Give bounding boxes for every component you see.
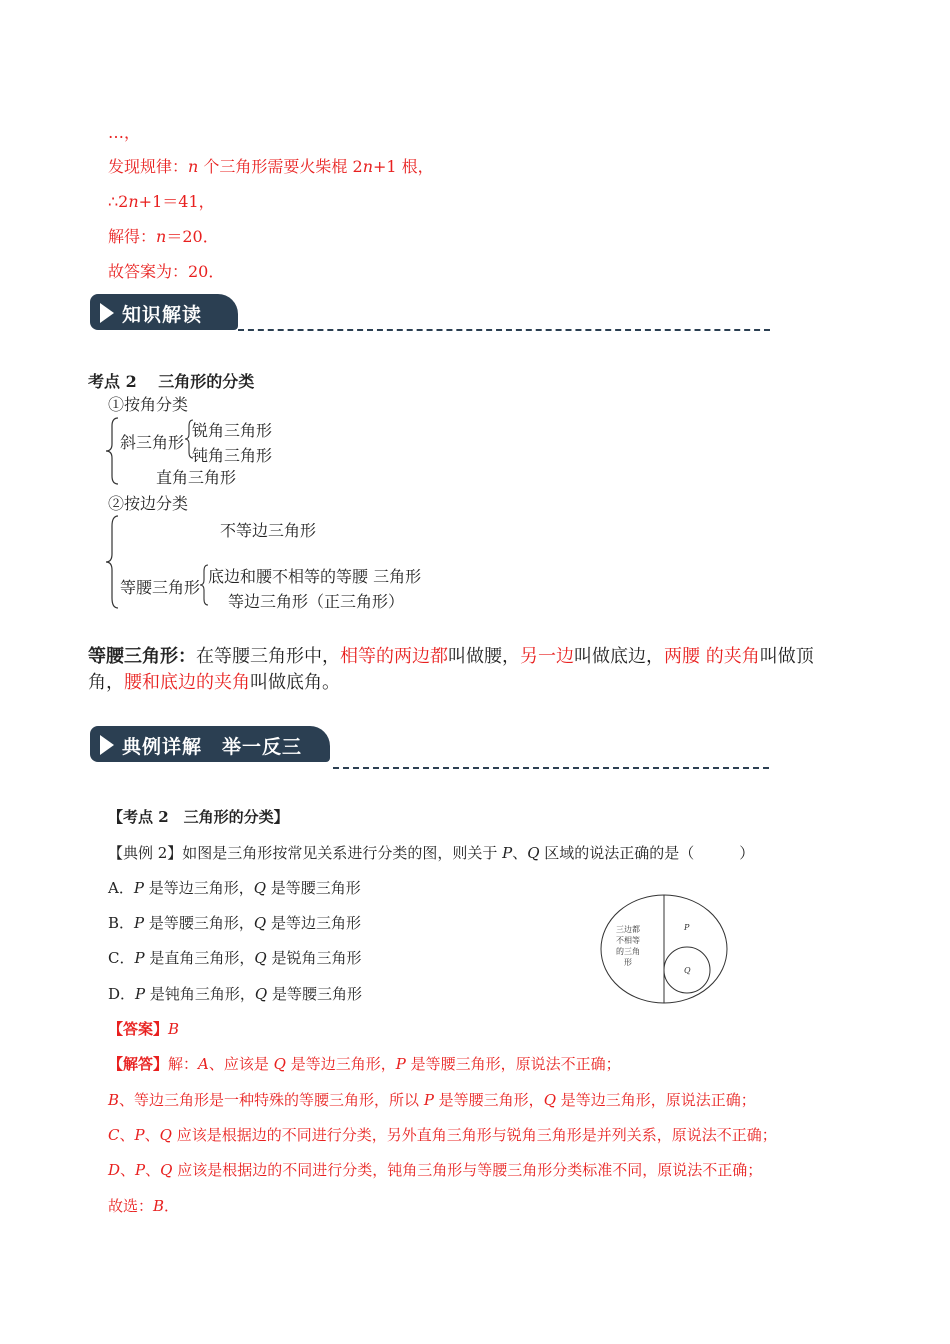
text: 是等边三角形，原说法正确； xyxy=(556,1091,756,1109)
left-label-line: 不相等 xyxy=(616,936,640,945)
var: P xyxy=(134,1126,145,1144)
example-tag: 【考点 2 三角形的分类】 xyxy=(108,808,289,826)
var: D xyxy=(108,1161,121,1179)
text: 是钝角三角形， xyxy=(145,985,255,1003)
option-d[interactable] xyxy=(108,983,362,1004)
text: 是等边三角形， xyxy=(143,879,254,897)
answer-tag: 【答案】 xyxy=(108,1020,169,1038)
highlight: 另一边 xyxy=(520,646,574,667)
text: 是等边三角形， xyxy=(285,1055,396,1073)
var: C xyxy=(108,1126,120,1144)
left-label-line: 形 xyxy=(624,958,632,967)
text: 、 xyxy=(120,1161,136,1179)
var-p: P xyxy=(135,985,146,1003)
obtuse-label: 钝角三角形 xyxy=(192,446,273,465)
text: ∴2 xyxy=(108,192,129,211)
solution-line-3 xyxy=(108,1124,777,1145)
answer xyxy=(108,1018,179,1039)
text: ． xyxy=(164,1197,180,1215)
text: 、 xyxy=(144,1126,160,1144)
text: 应该是根据边的不同进行分类，另外直角三角形与锐角三角形是并列关系，原说法不正确； xyxy=(171,1126,777,1144)
text: 、 xyxy=(512,844,528,862)
text: 是等边三角形 xyxy=(266,914,361,932)
term: 等腰三角形： xyxy=(88,646,196,667)
var-q: Q xyxy=(254,985,268,1003)
var: B xyxy=(108,1091,120,1109)
solution-line-1 xyxy=(108,1053,621,1074)
var: A xyxy=(198,1055,209,1073)
option-c[interactable] xyxy=(108,947,361,968)
text: A． xyxy=(108,879,134,897)
var-q: Q xyxy=(254,949,267,967)
p-label: P xyxy=(684,923,690,932)
text: B． xyxy=(108,914,135,932)
text: 解得： xyxy=(108,227,157,246)
solution-tag: 【解答】 xyxy=(108,1055,169,1073)
var: Q xyxy=(273,1055,286,1073)
highlight: 两腰 的夹角 xyxy=(664,646,760,667)
text: 是等腰三角形， xyxy=(144,914,254,932)
text: 、等边三角形是一种特殊的等腰三角形，所以 xyxy=(119,1091,424,1109)
var: P xyxy=(395,1055,406,1073)
divider xyxy=(333,767,769,769)
scalene-label: 不等边三角形 xyxy=(220,521,317,540)
acute-label: 锐角三角形 xyxy=(192,421,273,440)
venn-figure xyxy=(598,892,730,1006)
var-q: Q xyxy=(527,844,540,862)
text: 、应该是 xyxy=(208,1055,274,1073)
var-n: n xyxy=(128,192,139,211)
iso-nonequal-label: 底边和腰不相等的等腰 三角形 xyxy=(208,567,422,586)
equation-line xyxy=(108,189,215,212)
text: 是等腰三角形，原说法不正确； xyxy=(405,1055,621,1073)
banner-title: 典例详解 举一反三 xyxy=(122,736,303,758)
text: 是等腰三角形 xyxy=(266,879,361,897)
text: 发现规律： xyxy=(108,157,189,176)
text: 叫做腰， xyxy=(448,646,520,667)
banner-title: 知识解读 xyxy=(122,304,203,326)
text: 是直角三角形， xyxy=(144,949,255,967)
var-p: P xyxy=(134,914,145,932)
option-a[interactable] xyxy=(108,877,361,898)
q-label: Q xyxy=(684,966,691,975)
by-side-label: ②按边分类 xyxy=(108,494,189,513)
right-label: 直角三角形 xyxy=(156,468,237,487)
text: 在等腰三角形中， xyxy=(196,646,340,667)
var: Q xyxy=(160,1161,173,1179)
by-angle-label: ①按角分类 xyxy=(108,395,189,414)
solve-line xyxy=(108,224,219,247)
text: 【典例 2】如图是三角形按常见关系进行分类的图，则关于 xyxy=(108,844,503,862)
text: 叫做底边， xyxy=(574,646,664,667)
text: 解： xyxy=(168,1055,199,1073)
isosceles-label: 等腰三角形 xyxy=(120,578,201,597)
text: 角， xyxy=(88,672,124,693)
var-n: n xyxy=(156,227,167,246)
var-q: Q xyxy=(253,914,267,932)
ellipsis-line: …， xyxy=(108,123,141,142)
text: +1 根， xyxy=(373,157,434,176)
section-heading: 考点 2 三角形的分类 xyxy=(88,372,255,391)
text: 叫做顶 xyxy=(759,646,814,667)
text: 是锐角三角形 xyxy=(266,949,362,967)
question xyxy=(108,842,754,863)
text: 是等腰三角形， xyxy=(433,1091,544,1109)
text: C． xyxy=(108,949,135,967)
text: +1＝41， xyxy=(138,192,215,211)
oblique-label: 斜三角形 xyxy=(120,433,185,452)
text: ＝20． xyxy=(166,227,219,246)
left-label-line: 的三角 xyxy=(616,947,640,956)
text: 叫做底角。 xyxy=(250,672,340,693)
left-label-line: 三边都 xyxy=(616,925,640,934)
definition-line-1 xyxy=(88,642,814,668)
text: 应该是根据边的不同进行分类，钝角三角形与等腰三角形分类标准不同，原说法不正确； xyxy=(172,1161,763,1179)
definition-line-2 xyxy=(88,668,340,694)
text: 区域的说法正确的是（ ） xyxy=(539,844,755,862)
solution-line-5 xyxy=(108,1195,179,1216)
var-p: P xyxy=(502,844,513,862)
var: Q xyxy=(543,1091,556,1109)
text: 、 xyxy=(119,1126,135,1144)
text: D． xyxy=(108,985,136,1003)
answer-value: B xyxy=(168,1020,180,1038)
section-banner-examples xyxy=(90,726,335,770)
highlight: 腰和底边的夹角 xyxy=(124,672,250,693)
var: B xyxy=(153,1197,165,1215)
highlight: 相等的两边都 xyxy=(340,646,448,667)
var: Q xyxy=(159,1126,172,1144)
var: P xyxy=(135,1161,146,1179)
var-p: P xyxy=(133,879,144,897)
play-icon xyxy=(100,735,114,755)
text: 故选： xyxy=(108,1197,154,1215)
pattern-line xyxy=(108,154,434,177)
text: 个三角形需要火柴棍 2 xyxy=(198,157,363,176)
divider xyxy=(238,329,770,331)
solution-line-2 xyxy=(108,1089,756,1110)
solution-line-4 xyxy=(108,1159,762,1180)
var-q: Q xyxy=(253,879,267,897)
text: 、 xyxy=(145,1161,161,1179)
text: 是等腰三角形 xyxy=(267,985,362,1003)
play-icon xyxy=(100,303,114,323)
answer-line: 故答案为：20． xyxy=(108,262,225,281)
var-n: n xyxy=(362,157,373,176)
var-p: P xyxy=(134,949,145,967)
equilateral-label: 等边三角形（正三角形） xyxy=(228,592,405,611)
var: P xyxy=(423,1091,434,1109)
var-n: n xyxy=(188,157,199,176)
option-b[interactable] xyxy=(108,912,361,933)
section-banner-knowledge xyxy=(90,294,240,338)
